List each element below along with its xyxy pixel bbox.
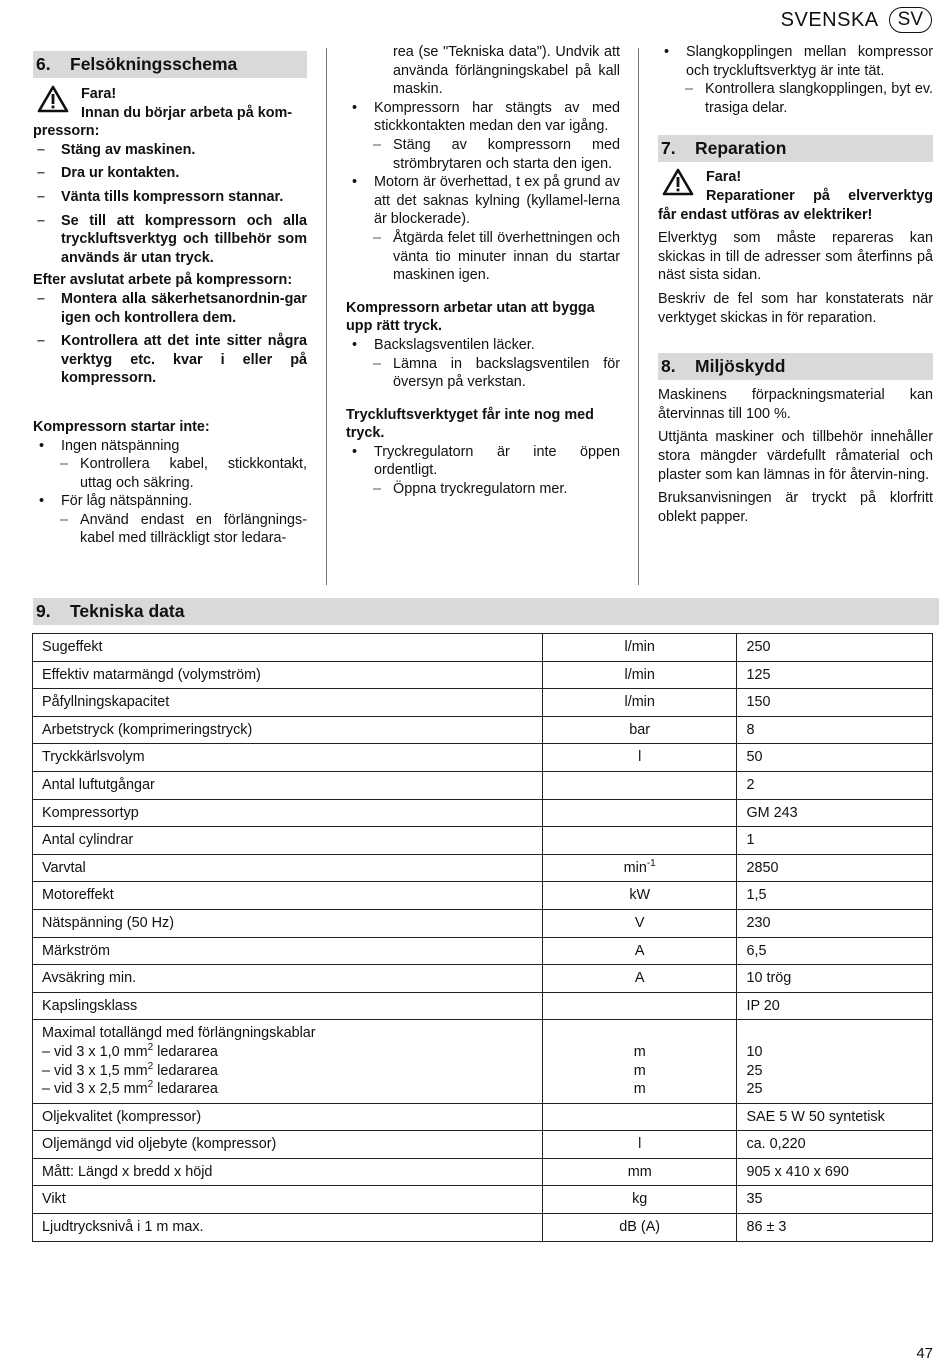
list (346, 99, 620, 136)
list-item: – Montera alla säkerhetsanordnin-gar igen och kontrollera dem. (37, 290, 307, 326)
list (346, 443, 620, 480)
table-row (33, 634, 933, 662)
language-header (781, 7, 932, 33)
list-item: • För låg nätspänning. (39, 493, 193, 510)
paragraph: Elverktyg som måste repareras kan skickas in till de adresser som återfinns på näst sista sidan. (658, 230, 933, 284)
list-item: – Dra ur kontakten. (37, 165, 180, 182)
section-title: Tekniska data (70, 601, 185, 621)
warning-text-cont: får endast utföras av elektriker! (658, 206, 873, 223)
warning-triangle-icon (37, 85, 69, 113)
section-8-heading (658, 353, 933, 380)
list-item: – Kontrollera att det inte sitter några verktyg etc. kvar i eller på kompressorn. (37, 333, 307, 387)
danger-warning (658, 168, 933, 205)
list-item: – Se till att kompressorn och alla tryckluftsverktyg och tillbehör som används är utan tryck. (37, 212, 307, 266)
table-row (33, 909, 933, 937)
list (346, 336, 620, 355)
sub-list (346, 480, 620, 499)
spec-unit (542, 992, 737, 1020)
after-work-label: Efter avslutat arbete på kompressorn: (33, 272, 293, 289)
spec-unit: bar (542, 716, 737, 744)
paragraph: Maskinens förpackningsmaterial kan återvinnas till 100 %. (658, 387, 933, 422)
subheading-no-pressure: Kompressorn arbetar utan att bygga upp rätt tryck. (346, 299, 595, 335)
spec-unit: kW (542, 882, 737, 910)
table-row (33, 689, 933, 717)
spec-unit: mm (542, 1158, 737, 1186)
list-item: – Använd endast en förlängnings-kabel med tillräckligt stor ledara- (60, 511, 307, 547)
table-row (33, 1131, 933, 1159)
list (658, 43, 933, 80)
table-row (33, 1103, 933, 1131)
sub-list (658, 80, 933, 117)
table-row (33, 1158, 933, 1186)
list-item: – Lämna in backslagsventilen för översyn på verkstan. (373, 355, 620, 391)
danger-warning (33, 85, 307, 122)
table-row (33, 882, 933, 910)
spec-label: Effektiv matarmängd (volymström) (33, 661, 543, 689)
spec-value: GM 243 (737, 799, 933, 827)
spec-unit: V (542, 909, 737, 937)
spec-unit (542, 1020, 737, 1103)
spec-value: 1,5 (737, 882, 933, 910)
warning-title: Fara! (706, 169, 742, 186)
spec-unit: l (542, 744, 737, 772)
spec-label: Varvtal (33, 854, 543, 882)
section-number: 7. (661, 138, 676, 159)
list-item: – Stäng av maskinen. (37, 141, 196, 158)
spec-label: Oljemängd vid oljebyte (kompressor) (33, 1131, 543, 1159)
spec-value: 2850 (737, 854, 933, 882)
subheading-no-start: Kompressorn startar inte: (33, 418, 210, 435)
section-9-heading (33, 598, 939, 625)
spec-unit (542, 771, 737, 799)
list-item: – Öppna tryckregulatorn mer. (373, 481, 568, 498)
sub-list (346, 229, 620, 285)
cable-line: – vid 3 x 1,5 $mm^2$ ledararea (42, 1060, 218, 1079)
spec-label: Avsäkring min. (33, 965, 543, 993)
section-number: 9. (36, 601, 51, 621)
spec-unit: kg (542, 1186, 737, 1214)
list-item: – Kontrollera slangkopplingen, byt ev. trasiga delar. (685, 81, 933, 116)
paragraph: Uttjänta maskiner och tillbehör innehåller stora mängder värdefullt råmaterial och plaster som kan lämnas in för återvin-ning. (658, 429, 933, 483)
cable-unit: m (633, 1081, 646, 1098)
spec-value: 86 ± 3 (737, 1214, 933, 1242)
spec-label: Påfyllningskapacitet (33, 689, 543, 717)
spec-label: Nätspänning (50 Hz) (33, 909, 543, 937)
spec-label: Antal cylindrar (33, 827, 543, 855)
column-divider (638, 48, 639, 585)
table-row (33, 854, 933, 882)
table-row (33, 1214, 933, 1242)
column-3 (658, 43, 933, 526)
table-row (33, 1186, 933, 1214)
no-start-list (33, 437, 307, 456)
table-row (33, 992, 933, 1020)
subheading-tool-pressure: Tryckluftsverktyget får inte nog med tryck. (346, 406, 594, 442)
spec-value: 6,5 (737, 937, 933, 965)
spec-value: 905 x 410 x 690 (737, 1158, 933, 1186)
table-body (33, 634, 933, 1242)
language-code-badge: SV (889, 7, 932, 33)
sub-list (33, 511, 307, 548)
column-divider (326, 48, 327, 585)
language-label: SVENSKA (780, 8, 879, 31)
spec-label: Kapslingsklass (33, 992, 543, 1020)
spec-label: Oljekvalitet (kompressor) (33, 1103, 543, 1131)
cable-line: – vid 3 x 2,5 $mm^2$ ledararea (42, 1079, 218, 1098)
warning-text: Reparationer på elververktyg (706, 187, 933, 204)
paragraph: Bruksanvisningen är tryckt på klorfritt oblekt papper. (658, 490, 933, 525)
spec-value: 230 (737, 909, 933, 937)
spec-unit: l (542, 1131, 737, 1159)
paragraph: Beskriv de fel som har konstaterats när verktyget skickas in för reparation. (658, 290, 933, 326)
sub-list (346, 136, 620, 173)
table-row (33, 661, 933, 689)
list-item: – Kontrollera kabel, stickkontakt, uttag och säkring. (60, 456, 307, 491)
spec-unit (542, 1103, 737, 1131)
spec-value: 2 (737, 771, 933, 799)
spec-unit: l/min (542, 689, 737, 717)
sub-list (346, 355, 620, 392)
spec-value: ca. 0,220 (737, 1131, 933, 1159)
spec-label: Kompressortyp (33, 799, 543, 827)
table-row (33, 937, 933, 965)
table-row (33, 827, 933, 855)
warning-title: Fara! (81, 86, 117, 102)
spec-unit (542, 799, 737, 827)
cable-value: 10 (746, 1043, 763, 1060)
spec-label: Sugeffekt (33, 634, 543, 662)
list-item: • Ingen nätspänning (39, 437, 180, 454)
spec-unit (542, 827, 737, 855)
after-work-list (33, 290, 307, 388)
cable-line: – vid 3 x 1,0 $mm^2$ ledararea (42, 1042, 218, 1060)
spec-value: 8 (737, 716, 933, 744)
section-title: Felsökningsschema (70, 54, 238, 74)
table-row (33, 716, 933, 744)
table-row (33, 965, 933, 993)
spec-value: 50 (737, 744, 933, 772)
spec-label: Arbetstryck (komprimeringstryck) (33, 716, 543, 744)
column-2 (346, 43, 620, 499)
section-title: Reparation (695, 138, 787, 159)
spec-value: 1 (737, 827, 933, 855)
spec-label: Tryckkärlsvolym (33, 744, 543, 772)
spec-label (33, 1020, 543, 1103)
section-number: 6. (36, 54, 51, 74)
table-row (33, 771, 933, 799)
section-6-heading (33, 51, 307, 78)
table-row (33, 799, 933, 827)
unit-exponent: -1 (646, 857, 656, 869)
table-row (33, 1020, 933, 1103)
column-1 (33, 44, 307, 548)
list-item: – Åtgärda felet till överhettningen och vänta tio minuter innan du startar maskinen igen. (373, 229, 620, 284)
spec-value: 35 (737, 1186, 933, 1214)
cable-label: Maximal totallängd med förlängningskablar (42, 1025, 316, 1042)
spec-unit (542, 854, 737, 882)
table-row (33, 744, 933, 772)
no-start-list (33, 492, 307, 511)
list (346, 173, 620, 229)
unit-base: min (623, 859, 647, 876)
spec-label: Motoreffekt (33, 882, 543, 910)
sub-list (33, 455, 307, 492)
spec-label: Ljudtrycksnivå i 1 m max. (33, 1214, 543, 1242)
technical-data-table (32, 633, 933, 1242)
spec-label: Antal luftutgångar (33, 771, 543, 799)
spec-label: Mått: Längd x bredd x höjd (33, 1158, 543, 1186)
warning-text: Innan du börjar arbeta på kom- (81, 104, 293, 121)
warning-text-cont: pressorn: (33, 123, 100, 140)
section-title: Miljöskydd (695, 356, 786, 377)
spec-unit: l/min (542, 634, 737, 662)
cable-unit: m (633, 1062, 646, 1079)
list-item: • Backslagsventilen läcker. (352, 336, 535, 353)
spec-unit: A (542, 937, 737, 965)
warning-triangle-icon (662, 168, 694, 196)
cable-value: 25 (746, 1062, 763, 1079)
list-item: • Kompressorn har stängts av med stickkontakten medan den var igång. (352, 99, 620, 135)
spec-label: Vikt (33, 1186, 543, 1214)
section-number: 8. (661, 356, 676, 377)
section-7-heading (658, 135, 933, 162)
spec-unit: l/min (542, 661, 737, 689)
spec-value: SAE 5 W 50 syntetisk (737, 1103, 933, 1131)
cable-value: 25 (746, 1081, 763, 1098)
spec-value: IP 20 (737, 992, 933, 1020)
spec-value (737, 1020, 933, 1103)
spec-value: 150 (737, 689, 933, 717)
spec-value: 10 trög (737, 965, 933, 993)
list-item-continuation: rea (se "Tekniska data"). Undvik att använda förlängningskabel på kall maskin. (393, 44, 620, 98)
page-number: 47 (916, 1345, 933, 1363)
list-item: • Slangkopplingen mellan kompressor och tryckluftsverktyg är inte tät. (664, 44, 933, 79)
spec-value: 125 (737, 661, 933, 689)
cable-unit: m (633, 1043, 646, 1060)
list-item: • Tryckregulatorn är inte öppen ordentligt. (352, 443, 620, 479)
list-item: – Stäng av kompressorn med strömbrytaren och starta den igen. (373, 136, 620, 172)
spec-value: 250 (737, 634, 933, 662)
spec-label: Märkström (33, 937, 543, 965)
spec-unit: dB (A) (542, 1214, 737, 1242)
list-item: – Vänta tills kompressorn stannar. (37, 188, 284, 205)
before-work-list (33, 141, 307, 268)
list-item: • Motorn är överhettad, t ex på grund av att det saknas kylning (kyllamel-lerna är blockerade). (352, 174, 620, 228)
spec-unit: A (542, 965, 737, 993)
